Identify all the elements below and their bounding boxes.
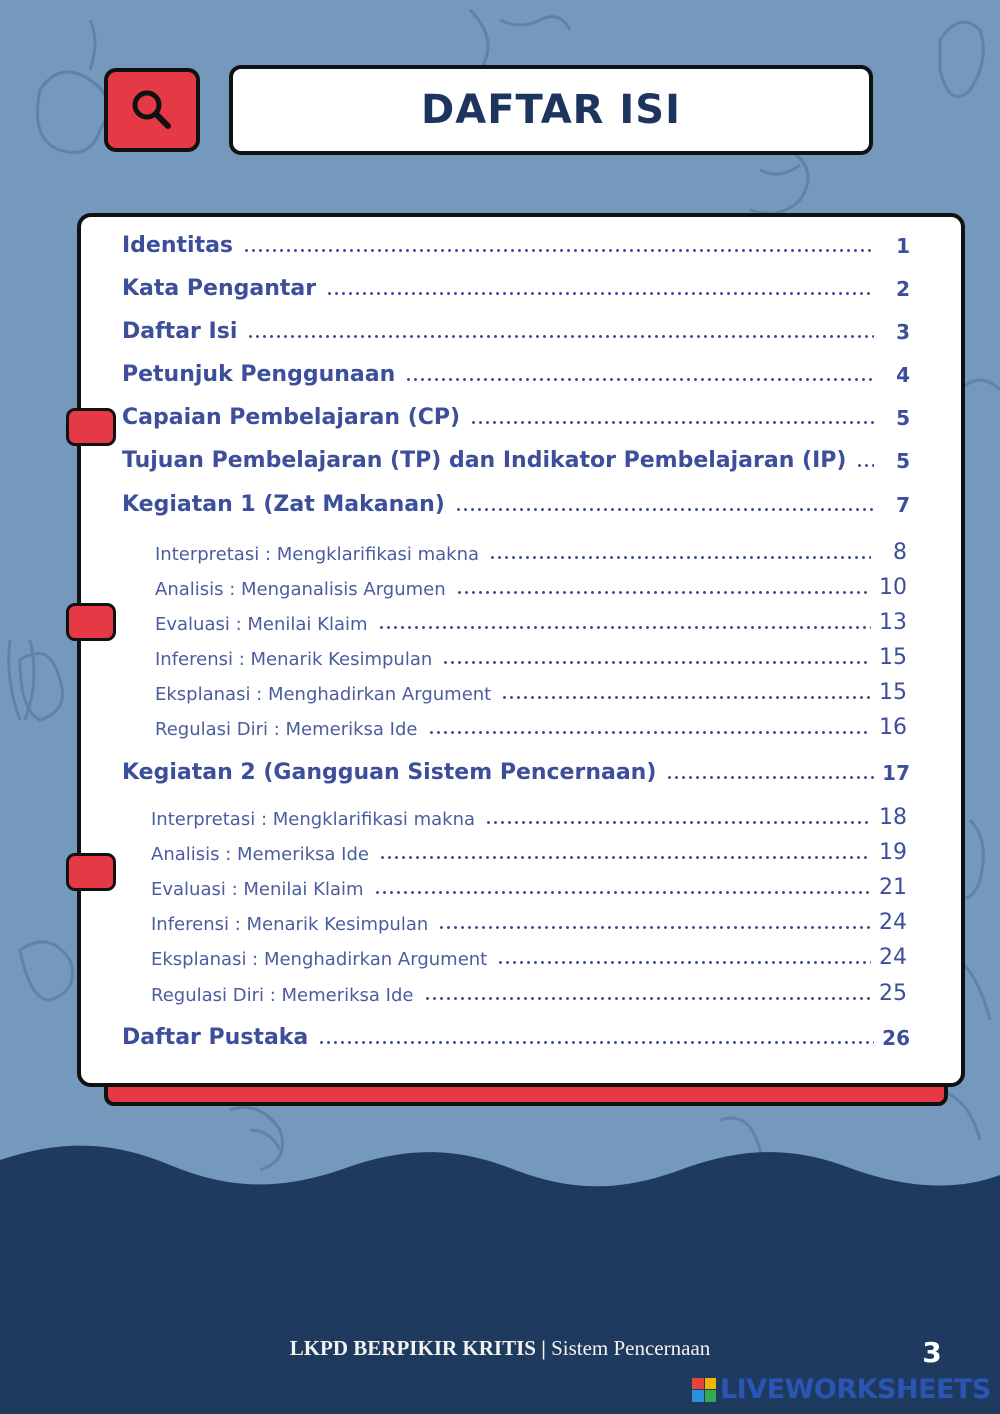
dot-leader: [247, 335, 874, 338]
footer-wave: [0, 1140, 1000, 1414]
toc-subentry-label: Inferensi : Menarik Kesimpulan: [151, 914, 429, 935]
dot-leader: [378, 626, 871, 629]
toc-subentry-page: 25: [879, 981, 907, 1006]
dot-leader: [438, 926, 871, 929]
toc-entry-kegiatan-1[interactable]: [122, 487, 910, 517]
search-button[interactable]: [104, 68, 200, 152]
dot-leader: [501, 696, 871, 699]
toc-subentry[interactable]: [155, 570, 907, 600]
search-icon: [128, 86, 176, 134]
toc-entry-label: Kegiatan 2 (Gangguan Sistem Pencernaan): [122, 760, 657, 785]
dot-leader: [470, 421, 874, 424]
toc-entry-label: Petunjuk Penggunaan: [122, 362, 396, 387]
toc-subentry-label: Evaluasi : Menilai Klaim: [151, 879, 364, 900]
toc-subentry-page: 24: [879, 910, 907, 935]
dot-leader: [856, 464, 874, 467]
toc-entry-daftar-pustaka[interactable]: [122, 1020, 910, 1050]
toc-entry-page: 5: [896, 406, 910, 430]
dot-leader: [666, 776, 874, 779]
toc-subentry-page: 8: [893, 540, 907, 565]
toc-subentry-label: Regulasi Diri : Memeriksa Ide: [151, 985, 414, 1006]
toc-subentry-page: 13: [879, 610, 907, 635]
toc-entry-page: 1: [896, 234, 910, 258]
binder-tab: [66, 603, 116, 641]
toc-subentry-page: 19: [879, 840, 907, 865]
dot-leader: [379, 856, 871, 859]
toc-entry-label: Kata Pengantar: [122, 276, 317, 301]
toc-subentry[interactable]: [155, 675, 907, 705]
toc-subentry-label: Interpretasi : Mengklarifikasi makna: [151, 809, 476, 830]
dot-leader: [442, 661, 871, 664]
toc-subentry-label: Analisis : Menganalisis Argumen: [155, 579, 446, 600]
toc-entry-label: Kegiatan 1 (Zat Makanan): [122, 492, 445, 517]
footer-subtitle: Sistem Pencernaan: [551, 1336, 711, 1360]
toc-entry-page: 17: [882, 761, 910, 785]
toc-subentry-page: 15: [879, 680, 907, 705]
toc-subentry[interactable]: [151, 800, 907, 830]
toc-subentry[interactable]: [151, 940, 907, 970]
toc-subentry-page: 16: [879, 715, 907, 740]
toc-subentry-page: 18: [879, 805, 907, 830]
toc-entry-label: Tujuan Pembelajaran (TP) dan Indikator Pembelajaran (IP): [122, 448, 847, 473]
footer-title: LKPD BERPIKIR KRITIS: [289, 1336, 536, 1360]
toc-subentry[interactable]: [155, 710, 907, 740]
toc-entry-page: 26: [882, 1026, 910, 1050]
toc-entry-page: 4: [896, 363, 910, 387]
toc-entry-label: Capaian Pembelajaran (CP): [122, 405, 461, 430]
toc-entry-label: Daftar Pustaka: [122, 1025, 309, 1050]
dot-leader: [318, 1041, 874, 1044]
dot-leader: [455, 508, 874, 511]
dot-leader: [243, 249, 874, 252]
dot-leader: [489, 556, 871, 559]
toc-entry-kata-pengantar[interactable]: [122, 271, 910, 301]
footer-caption: [0, 1336, 1000, 1361]
dot-leader: [374, 891, 871, 894]
dot-leader: [428, 731, 872, 734]
dot-leader: [326, 292, 874, 295]
toc-entry-label: Identitas: [122, 233, 234, 258]
toc-subentry-label: Regulasi Diri : Memeriksa Ide: [155, 719, 418, 740]
toc-subentry-label: Eksplanasi : Menghadirkan Argument: [155, 684, 492, 705]
toc-subentry-label: Inferensi : Menarik Kesimpulan: [155, 649, 433, 670]
binder-tab: [66, 853, 116, 891]
toc-entry-page: 7: [896, 493, 910, 517]
toc-entry-petunjuk[interactable]: [122, 357, 910, 387]
toc-subentry-label: Interpretasi : Mengklarifikasi makna: [155, 544, 480, 565]
toc-subentry[interactable]: [155, 535, 907, 565]
toc-subentry[interactable]: [151, 870, 907, 900]
toc-subentry[interactable]: [151, 835, 907, 865]
toc-entry-page: 5: [896, 449, 910, 473]
toc-subentry-label: Evaluasi : Menilai Klaim: [155, 614, 368, 635]
dot-leader: [485, 821, 871, 824]
toc-entry-page: 2: [896, 277, 910, 301]
page-title: DAFTAR ISI: [421, 87, 681, 133]
binder-tab: [66, 408, 116, 446]
toc-entry-page: 3: [896, 320, 910, 344]
liveworksheets-logo: [692, 1378, 716, 1402]
dot-leader: [424, 997, 872, 1000]
toc-entry-label: Daftar Isi: [122, 319, 238, 344]
toc-subentry[interactable]: [155, 605, 907, 635]
liveworksheets-watermark: [692, 1374, 991, 1405]
toc-subentry-label: Eksplanasi : Menghadirkan Argument: [151, 949, 488, 970]
watermark-text: LIVEWORKSHEETS: [720, 1374, 991, 1405]
dot-leader: [405, 378, 874, 381]
toc-entry-capaian[interactable]: [122, 400, 910, 430]
title-banner: [229, 65, 873, 155]
toc-subentry[interactable]: [151, 976, 907, 1006]
toc-subentry-page: 21: [879, 875, 907, 900]
toc-entry-tujuan[interactable]: [122, 443, 910, 473]
toc-subentry-page: 10: [879, 575, 907, 600]
dot-leader: [497, 961, 871, 964]
page-number: 3: [922, 1336, 942, 1369]
toc-entry-identitas[interactable]: [122, 228, 910, 258]
toc-subentry[interactable]: [155, 640, 907, 670]
toc-subentry[interactable]: [151, 905, 907, 935]
toc-entry-daftar-isi[interactable]: [122, 314, 910, 344]
toc-subentry-page: 15: [879, 645, 907, 670]
toc-subentry-label: Analisis : Memeriksa Ide: [151, 844, 369, 865]
dot-leader: [456, 591, 871, 594]
footer-separator: |: [541, 1336, 546, 1360]
toc-entry-kegiatan-2[interactable]: [122, 755, 910, 785]
toc-subentry-page: 24: [879, 945, 907, 970]
